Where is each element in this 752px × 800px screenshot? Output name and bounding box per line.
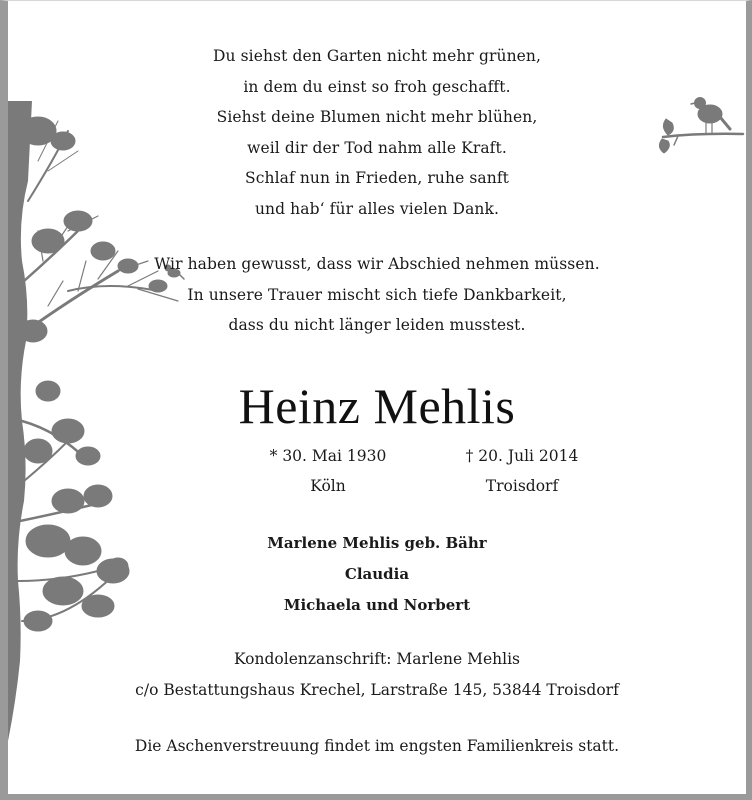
- condolence-address: [8, 644, 746, 706]
- poem-line: Siehst deine Blumen nicht mehr blühen,: [216, 108, 538, 126]
- deceased-name: Heinz Mehlis: [238, 378, 516, 434]
- condolence-line-2: c/o Bestattungshaus Krechel, Larstraße 145, 53844 Troisdorf: [135, 681, 619, 699]
- poem-line: und hab‘ für alles vielen Dank.: [254, 199, 500, 218]
- poem-line: dass du nicht länger leiden musstest.: [228, 316, 526, 334]
- death-date: † 20. Juli 2014: [465, 447, 579, 465]
- condolence-line-1: Kondolenzanschrift: Marlene Mehlis: [234, 650, 520, 668]
- birth-place: Köln: [310, 477, 346, 495]
- poem-line: Schlaf nun in Frieden, ruhe sanft: [244, 169, 510, 187]
- birth-date: * 30. Mai 1930: [269, 447, 387, 465]
- closing-note: Die Aschenverstreuung findet im engsten Familienkreis statt.: [134, 737, 620, 755]
- poem-stanza-1: [8, 41, 746, 224]
- poem-stanza-2: [8, 249, 746, 341]
- poem-line: In unsere Trauer mischt sich tiefe Dankbarkeit,: [187, 285, 567, 304]
- family-members: [8, 528, 746, 621]
- death-info: [452, 441, 592, 501]
- family-member: Claudia: [344, 565, 410, 583]
- family-member: Michaela und Norbert: [283, 596, 471, 614]
- poem-line: in dem du einst so froh geschafft.: [243, 77, 511, 96]
- poem-line: Du siehst den Garten nicht mehr grünen,: [212, 47, 542, 65]
- family-member: Marlene Mehlis geb. Bähr: [267, 534, 487, 552]
- poem-line: Wir haben gewusst, dass wir Abschied nehmen müssen.: [154, 255, 600, 273]
- birth-info: [258, 441, 398, 501]
- death-place: Troisdorf: [485, 477, 559, 495]
- poem-line: weil dir der Tod nahm alle Kraft.: [247, 138, 507, 157]
